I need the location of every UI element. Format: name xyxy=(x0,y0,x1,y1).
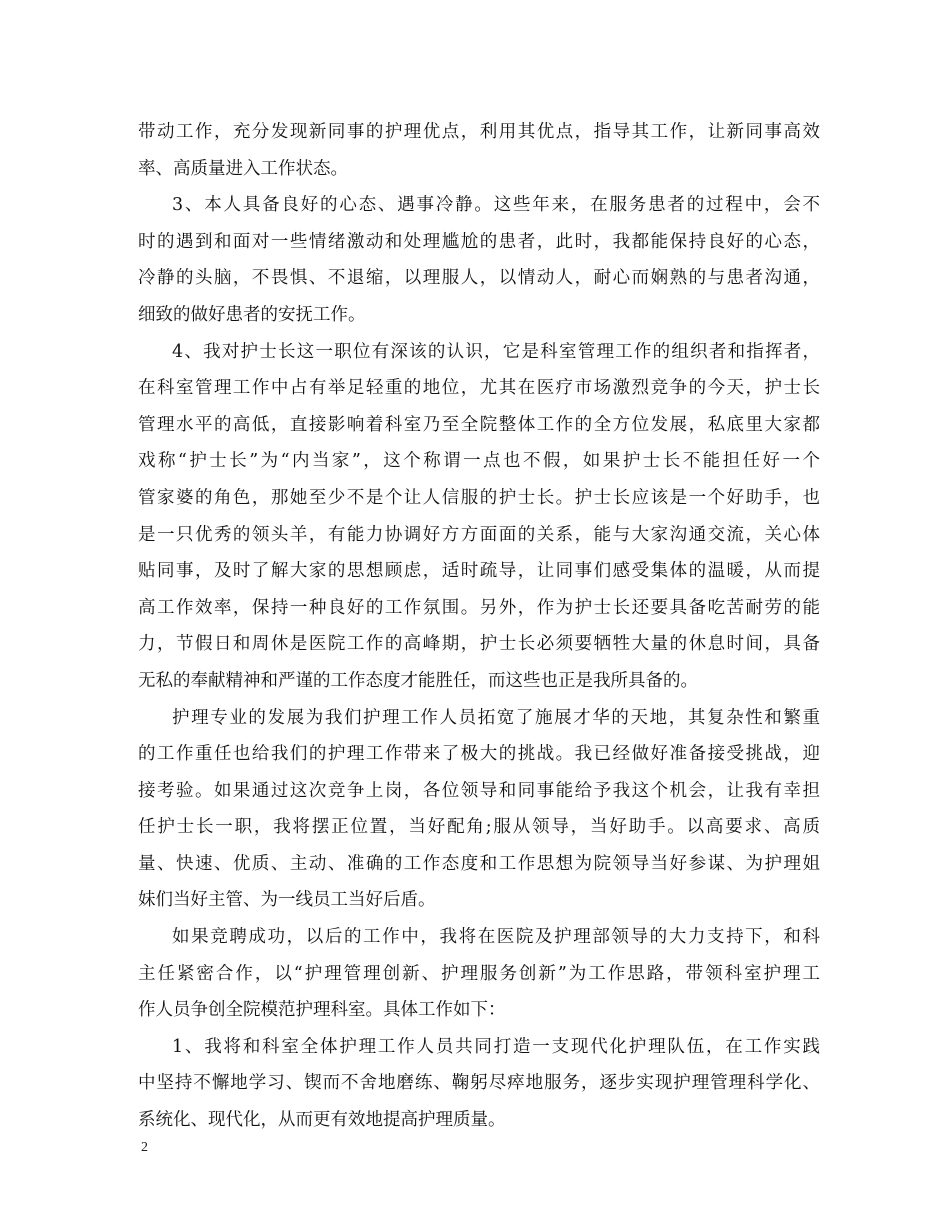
text-line: 主任紧密合作，以“护理管理创新、护理服务创新”为工作思路，带领科室护理工 xyxy=(138,963,820,984)
page-number: 2 xyxy=(141,1140,148,1155)
text-line: 中坚持不懈地学习、锲而不舍地磨练、鞠躬尽瘁地服务，逐步实现护理管理科学化、 xyxy=(138,1073,820,1094)
text-line: 在科室管理工作中占有举足轻重的地位，尤其在医疗市场激烈竞争的今天，护士长 xyxy=(138,378,820,399)
text-line: 作人员争创全院模范护理科室。具体工作如下： xyxy=(138,1000,506,1021)
text-line: 妹们当好主管、为一线员工当好后盾。 xyxy=(138,890,436,911)
text-line: 管家婆的角色，那她至少不是个让人信服的护士长。护士长应该是一个好助手，也 xyxy=(138,487,820,508)
text-line: 的工作重任也给我们的护理工作带来了极大的挑战。我已经做好准备接受挑战，迎 xyxy=(138,744,820,765)
text-line: 率、高质量进入工作状态。 xyxy=(138,158,348,179)
text-line: 贴同事，及时了解大家的思想顾虑，适时疏导，让同事们感受集体的温暖，从而提 xyxy=(138,561,820,582)
text-line: 4、我对护士长这一职位有深该的认识，它是科室管理工作的组织者和指挥者， xyxy=(172,341,820,362)
text-line: 任护士长一职，我将摆正位置，当好配角;服从领导，当好助手。以高要求、高质 xyxy=(138,817,820,838)
text-line: 力，节假日和周休是医院工作的高峰期，护士长必须要牺牲大量的休息时间，具备 xyxy=(138,634,820,655)
text-line: 如果竞聘成功，以后的工作中，我将在医院及护理部领导的大力支持下，和科 xyxy=(172,927,820,948)
text-line: 量、快速、优质、主动、准确的工作态度和工作思想为院领导当好参谋、为护理姐 xyxy=(138,853,820,874)
text-line: 时的遇到和面对一些情绪激动和处理尴尬的患者，此时，我都能保持良好的心态， xyxy=(138,231,820,252)
text-line: 1、我将和科室全体护理工作人员共同打造一支现代化护理队伍，在工作实践 xyxy=(172,1036,820,1057)
text-line: 系统化、现代化，从而更有效地提高护理质量。 xyxy=(138,1110,506,1131)
document-body xyxy=(138,114,820,1139)
text-line: 冷静的头脑，不畏惧、不退缩，以理服人，以情动人，耐心而娴熟的与患者沟通， xyxy=(138,268,820,289)
text-line: 是一只优秀的领头羊，有能力协调好方方面面的关系，能与大家沟通交流，关心体 xyxy=(138,524,820,545)
text-line: 细致的做好患者的安抚工作。 xyxy=(138,304,366,325)
text-line: 3、本人具备良好的心态、遇事冷静。这些年来，在服务患者的过程中，会不 xyxy=(172,195,820,216)
text-line: 戏称“护士长”为“内当家”，这个称谓一点也不假，如果护士长不能担任好一个 xyxy=(138,451,820,472)
text-line: 接考验。如果通过这次竞争上岗，各位领导和同事能给予我这个机会，让我有幸担 xyxy=(138,780,820,801)
text-line: 带动工作，充分发现新同事的护理优点，利用其优点，指导其工作，让新同事高效 xyxy=(138,122,820,142)
text-line: 护理专业的发展为我们护理工作人员拓宽了施展才华的天地，其复杂性和繁重 xyxy=(172,707,820,728)
text-line: 高工作效率，保持一种良好的工作氛围。另外，作为护士长还要具备吃苦耐劳的能 xyxy=(138,597,820,618)
text-line: 无私的奉献精神和严谨的工作态度才能胜任，而这些也正是我所具备的。 xyxy=(138,670,698,691)
text-line: 管理水平的高低，直接影响着科室乃至全院整体工作的全方位发展，私底里大家都 xyxy=(138,414,820,435)
